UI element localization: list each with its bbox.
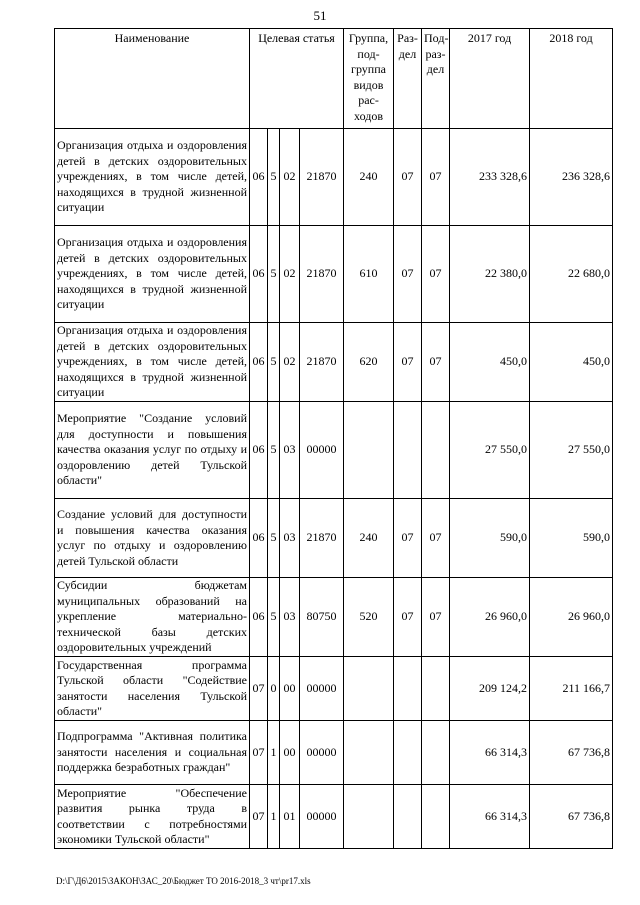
target-code-program: 06 — [250, 499, 268, 578]
amount-2018: 67 736,8 — [530, 785, 613, 849]
table-row — [55, 657, 613, 721]
section-code — [394, 657, 422, 721]
target-code-program: 07 — [250, 657, 268, 721]
target-code-program: 06 — [250, 402, 268, 499]
expense-group: 620 — [344, 323, 394, 402]
section-code: 07 — [394, 226, 422, 323]
expense-group: 610 — [344, 226, 394, 323]
row-name: Мероприятие "Обеспечение развития рынка труда в соответствии с потребностями экономики Тульской области" — [55, 785, 250, 849]
target-code-measure: 03 — [280, 499, 300, 578]
target-code-measure: 00 — [280, 721, 300, 785]
subsection-code: 07 — [422, 129, 450, 226]
header-section: Раз-дел — [394, 29, 422, 129]
row-name: Организация отдыха и оздоровления детей в детских оздоровительных учреждениях, в том числе детей, находящихся в трудной жизненной ситуации — [55, 129, 250, 226]
target-code-program: 06 — [250, 129, 268, 226]
subsection-code: 07 — [422, 323, 450, 402]
header-2017: 2017 год — [450, 29, 530, 129]
target-code-subprogram: 5 — [268, 323, 280, 402]
header-row — [55, 29, 613, 129]
amount-2017: 27 550,0 — [450, 402, 530, 499]
amount-2017: 26 960,0 — [450, 578, 530, 657]
target-code-direction: 21870 — [300, 323, 344, 402]
amount-2017: 450,0 — [450, 323, 530, 402]
subsection-code — [422, 657, 450, 721]
table-row — [55, 226, 613, 323]
target-code-subprogram: 5 — [268, 499, 280, 578]
section-code: 07 — [394, 499, 422, 578]
amount-2018: 27 550,0 — [530, 402, 613, 499]
target-code-subprogram: 0 — [268, 657, 280, 721]
target-code-direction: 00000 — [300, 785, 344, 849]
table-row — [55, 499, 613, 578]
target-code-direction: 80750 — [300, 578, 344, 657]
subsection-code — [422, 721, 450, 785]
table-row — [55, 402, 613, 499]
target-code-program: 07 — [250, 721, 268, 785]
table-row — [55, 578, 613, 657]
header-subsection: Под-раз-дел — [422, 29, 450, 129]
target-code-subprogram: 5 — [268, 129, 280, 226]
target-code-measure: 00 — [280, 657, 300, 721]
target-code-subprogram: 1 — [268, 721, 280, 785]
amount-2018: 590,0 — [530, 499, 613, 578]
budget-table — [54, 28, 613, 849]
amount-2017: 590,0 — [450, 499, 530, 578]
subsection-code — [422, 402, 450, 499]
table-row — [55, 129, 613, 226]
section-code — [394, 721, 422, 785]
section-code: 07 — [394, 129, 422, 226]
expense-group — [344, 785, 394, 849]
target-code-measure: 03 — [280, 402, 300, 499]
page-number: 51 — [313, 8, 327, 23]
table-row — [55, 785, 613, 849]
subsection-code: 07 — [422, 226, 450, 323]
amount-2018: 26 960,0 — [530, 578, 613, 657]
header-name: Наименование — [55, 29, 250, 129]
target-code-measure: 01 — [280, 785, 300, 849]
amount-2017: 66 314,3 — [450, 785, 530, 849]
subsection-code: 07 — [422, 578, 450, 657]
target-code-measure: 03 — [280, 578, 300, 657]
amount-2018: 22 680,0 — [530, 226, 613, 323]
row-name: Мероприятие "Создание условий для доступности и повышения качества оказания услуг по отдыху и оздоровлению детей Тульской области" — [55, 402, 250, 499]
target-code-program: 06 — [250, 578, 268, 657]
amount-2017: 233 328,6 — [450, 129, 530, 226]
target-code-subprogram: 5 — [268, 578, 280, 657]
expense-group: 240 — [344, 129, 394, 226]
target-code-direction: 00000 — [300, 402, 344, 499]
target-code-subprogram: 5 — [268, 226, 280, 323]
expense-group — [344, 721, 394, 785]
subsection-code — [422, 785, 450, 849]
row-name: Создание условий для доступности и повышения качества оказания услуг по отдыху и оздоровлению детей Тульской области — [55, 499, 250, 578]
target-code-measure: 02 — [280, 323, 300, 402]
target-code-program: 07 — [250, 785, 268, 849]
section-code — [394, 785, 422, 849]
amount-2017: 22 380,0 — [450, 226, 530, 323]
footer-file-path: D:\Г\Д6\2015\ЗАКОН\ЗАС_20\Бюджет ТО 2016-2018_3 чт\pr17.xls — [56, 876, 311, 886]
amount-2017: 209 124,2 — [450, 657, 530, 721]
amount-2018: 67 736,8 — [530, 721, 613, 785]
table-row — [55, 721, 613, 785]
target-code-direction: 21870 — [300, 226, 344, 323]
target-code-direction: 00000 — [300, 657, 344, 721]
target-code-program: 06 — [250, 226, 268, 323]
table-row — [55, 323, 613, 402]
row-name: Организация отдыха и оздоровления детей в детских оздоровительных учреждениях, в том числе детей, находящихся в трудной жизненной ситуации — [55, 226, 250, 323]
target-code-direction: 00000 — [300, 721, 344, 785]
header-target-article: Целевая статья — [250, 29, 344, 129]
amount-2018: 450,0 — [530, 323, 613, 402]
subsection-code: 07 — [422, 499, 450, 578]
target-code-program: 06 — [250, 323, 268, 402]
target-code-measure: 02 — [280, 226, 300, 323]
header-group: Группа, под-группа видов рас-ходов — [344, 29, 394, 129]
target-code-subprogram: 1 — [268, 785, 280, 849]
amount-2018: 211 166,7 — [530, 657, 613, 721]
expense-group — [344, 657, 394, 721]
target-code-measure: 02 — [280, 129, 300, 226]
target-code-subprogram: 5 — [268, 402, 280, 499]
amount-2017: 66 314,3 — [450, 721, 530, 785]
row-name: Субсидии бюджетам муниципальных образований на укрепление материально-технической базы детских оздоровительных учреждений — [55, 578, 250, 657]
header-2018: 2018 год — [530, 29, 613, 129]
target-code-direction: 21870 — [300, 129, 344, 226]
amount-2018: 236 328,6 — [530, 129, 613, 226]
expense-group — [344, 402, 394, 499]
expense-group: 240 — [344, 499, 394, 578]
row-name: Подпрограмма "Активная политика занятости населения и социальная поддержка безработных граждан" — [55, 721, 250, 785]
row-name: Организация отдыха и оздоровления детей в детских оздоровительных учреждениях, в том числе детей, находящихся в трудной жизненной ситуации — [55, 323, 250, 402]
section-code: 07 — [394, 578, 422, 657]
section-code — [394, 402, 422, 499]
section-code: 07 — [394, 323, 422, 402]
target-code-direction: 21870 — [300, 499, 344, 578]
row-name: Государственная программа Тульской области "Содействие занятости населения Тульской области" — [55, 657, 250, 721]
expense-group: 520 — [344, 578, 394, 657]
